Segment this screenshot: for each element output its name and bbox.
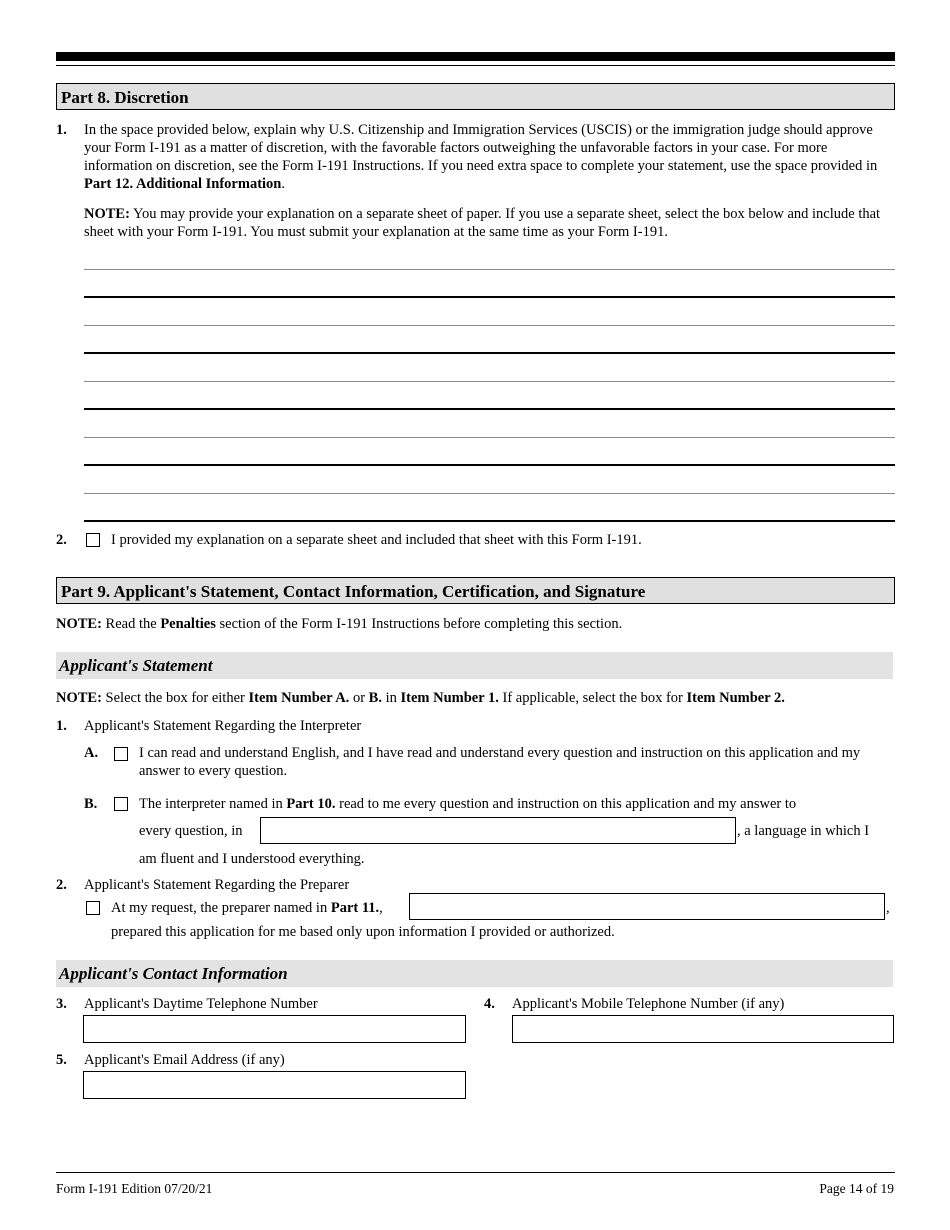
writing-line: [84, 269, 895, 270]
part9-note: NOTE: Read the Penalties section of the Form I-191 Instructions before completing this section.: [56, 616, 623, 632]
contact-item4-number: 4.: [484, 996, 495, 1012]
email-label: Applicant's Email Address (if any): [84, 1052, 285, 1068]
applicant-statement-header: Applicant's Statement: [56, 652, 893, 679]
part-8-header: Part 8. Discretion: [56, 83, 895, 110]
statement-item2-number: 2.: [56, 877, 67, 893]
writing-line: [84, 520, 895, 522]
option-b-line3: am fluent and I understood everything.: [139, 851, 365, 867]
writing-line: [84, 381, 895, 382]
part8-item2-number: 2.: [56, 532, 67, 548]
daytime-phone-input[interactable]: [83, 1015, 466, 1043]
option-b-text: The interpreter named in Part 10. read to me every question and instruction on this application and my answer to: [139, 796, 797, 812]
option-a-text: I can read and understand English, and I have read and understand every question and instruction on this application and my answer to every question.: [139, 745, 861, 779]
preparer-line2: prepared this application for me based only upon information I provided or authorized.: [111, 924, 615, 940]
option-b-line2-suffix: , a language in which I: [737, 823, 870, 839]
statement-item1-label: Applicant's Statement Regarding the Interpreter: [84, 718, 362, 734]
separate-sheet-label: I provided my explanation on a separate sheet and included that sheet with this Form I-191.: [111, 532, 642, 548]
interpreter-checkbox[interactable]: [114, 797, 128, 811]
writing-line: [84, 437, 895, 438]
language-input[interactable]: [260, 817, 736, 844]
footer-page-number: Page 14 of 19: [819, 1181, 894, 1196]
option-b-line2-prefix: every question, in: [139, 823, 243, 839]
top-rule-thin: [56, 65, 895, 66]
option-b-label: B.: [84, 796, 98, 812]
statement-item2-label: Applicant's Statement Regarding the Preparer: [84, 877, 350, 893]
preparer-trailing-comma: ,: [886, 900, 890, 916]
separate-sheet-checkbox[interactable]: [86, 533, 100, 547]
writing-line: [84, 408, 895, 410]
preparer-name-input[interactable]: [409, 893, 885, 920]
top-rule-thick: [56, 52, 895, 61]
part8-item1-instructions: In the space provided below, explain why U.S. Citizenship and Immigration Services (USCIS) or the immigration judge should approve your Form I-191 as a matter of discretion, with the favorable factors outweighing the unfavorable factors in your case. For more information on discretion, see the Form I-191 Instructions. If you need extra space to complete your statement, use the space provided in Part 12. Additional Information.: [84, 122, 878, 192]
mobile-phone-input[interactable]: [512, 1015, 894, 1043]
contact-item3-number: 3.: [56, 996, 67, 1012]
english-checkbox[interactable]: [114, 747, 128, 761]
footer-form-id: Form I-191 Edition 07/20/21: [56, 1181, 213, 1196]
email-input[interactable]: [83, 1071, 466, 1099]
preparer-text: At my request, the preparer named in Part 11.,: [111, 900, 383, 916]
writing-line: [84, 352, 895, 354]
mobile-phone-label: Applicant's Mobile Telephone Number (if any): [512, 996, 785, 1012]
part8-item1-number: 1.: [56, 122, 67, 138]
part8-note: NOTE: You may provide your explanation on a separate sheet of paper. If you use a separate sheet, select the box below and include that sheet with your Form I-191. You must submit your explanation at the same time as your Form I-191.: [84, 206, 881, 240]
preparer-checkbox[interactable]: [86, 901, 100, 915]
writing-line: [84, 325, 895, 326]
writing-line: [84, 493, 895, 494]
statement-note: NOTE: Select the box for either Item Number A. or B. in Item Number 1. If applicable, select the box for Item Number 2.: [56, 690, 785, 706]
part-9-header: Part 9. Applicant's Statement, Contact Information, Certification, and Signature: [56, 577, 895, 604]
footer-rule: [56, 1172, 895, 1173]
contact-item5-number: 5.: [56, 1052, 67, 1068]
writing-line: [84, 296, 895, 298]
daytime-phone-label: Applicant's Daytime Telephone Number: [84, 996, 318, 1012]
statement-item1-number: 1.: [56, 718, 67, 734]
option-a-label: A.: [84, 745, 99, 761]
contact-info-header: Applicant's Contact Information: [56, 960, 893, 987]
writing-line: [84, 464, 895, 466]
